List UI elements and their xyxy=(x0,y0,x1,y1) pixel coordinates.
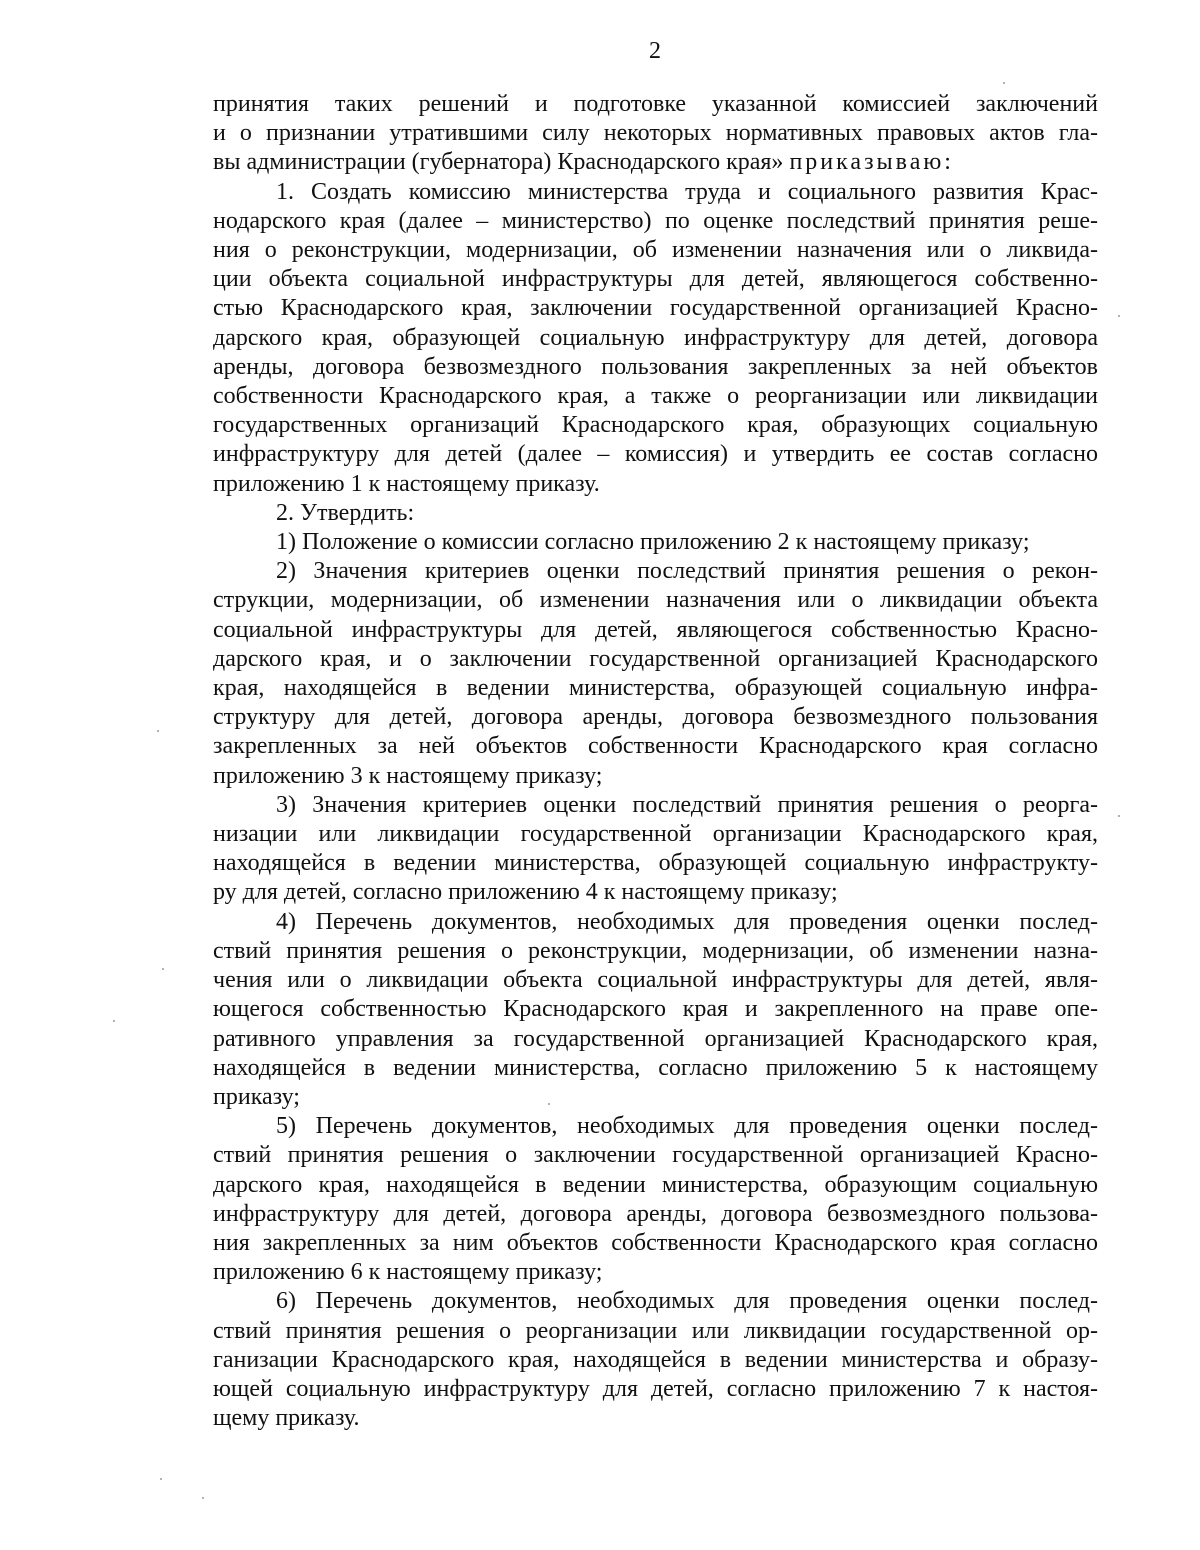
paragraph-p1-line-1: 1. Создать комиссию министерства труда и социального развития Крас- xyxy=(276,178,1098,205)
paragraph-p2-2-line-1: 2) Значения критериев оценки последствий принятия решения о рекон- xyxy=(276,558,1098,585)
paragraph-p1-line-5: стью Краснодарского края, заключении государственной организацией Красно- xyxy=(213,295,1098,322)
intro-line-3-end: : xyxy=(944,149,951,176)
paragraph-p2-4-line-7: приказу; xyxy=(213,1083,300,1110)
intro-line-1: принятия таких решений и подготовке указанной комиссией заключений xyxy=(213,91,1098,117)
paragraph-p2-6-line-5: щему приказу. xyxy=(213,1405,360,1432)
paragraph-p1-line-4: ции объекта социальной инфраструктуры для детей, являющегося собственно- xyxy=(213,266,1098,293)
scan-speck xyxy=(1118,815,1120,817)
paragraph-p2-5-line-5: ния закрепленных за ним объектов собственности Краснодарского края согласно xyxy=(213,1229,1098,1256)
paragraph-p1-line-9: государственных организаций Краснодарского края, образующих социальную xyxy=(213,412,1098,439)
paragraph-p2-1-line-1: 1) Положение о комиссии согласно приложению 2 к настоящему приказу; xyxy=(276,529,1030,556)
scan-speck xyxy=(202,1497,204,1499)
paragraph-p2-3-line-4: ру для детей, согласно приложению 4 к настоящему приказу; xyxy=(213,879,838,906)
paragraph-p2-2-line-4: дарского края, и о заключении государственной организацией Краснодарского xyxy=(213,645,1098,672)
paragraph-p2-2-line-3: социальной инфраструктуры для детей, являющегося собственностью Красно- xyxy=(213,616,1098,643)
paragraph-p1-line-11: приложению 1 к настоящему приказу. xyxy=(213,470,600,497)
scan-speck xyxy=(160,1478,162,1480)
paragraph-p1-line-6: дарского края, образующей социальную инфраструктуру для детей, договора xyxy=(213,324,1098,351)
paragraph-p2-3-line-3: находящейся в ведении министерства, образующей социальную инфраструкту- xyxy=(213,850,1098,877)
paragraph-p2-5-line-4: инфраструктуру для детей, договора аренды, договора безвозмездного пользова- xyxy=(213,1200,1098,1227)
paragraph-p1-line-10: инфраструктуру для детей (далее – комиссия) и утвердить ее состав согласно xyxy=(213,441,1098,468)
page-number: 2 xyxy=(649,38,661,64)
intro-line-3 xyxy=(213,148,1098,177)
scan-speck xyxy=(1003,82,1005,84)
paragraph-p1-line-3: ния о реконструкции, модернизации, об изменении назначения или о ликвида- xyxy=(213,237,1098,264)
paragraph-p2-4-line-3: чения или о ликвидации объекта социальной инфраструктуры для детей, явля- xyxy=(213,967,1098,994)
paragraph-p2-6-line-4: ющей социальную инфраструктуру для детей, согласно приложению 7 к настоя- xyxy=(213,1375,1098,1402)
paragraph-p1-line-7: аренды, договора безвозмездного пользования закрепленных за ней объектов xyxy=(213,353,1098,380)
paragraph-p1-line-2: нодарского края (далее – министерство) по оценке последствий принятия реше- xyxy=(213,207,1098,234)
paragraph-p2-3-line-1: 3) Значения критериев оценки последствий принятия решения о реорга- xyxy=(276,791,1098,818)
scan-speck xyxy=(162,968,164,970)
paragraph-p1-line-8: собственности Краснодарского края, а также о реорганизации или ликвидации xyxy=(213,383,1098,410)
paragraph-p2-4-line-1: 4) Перечень документов, необходимых для проведения оценки послед- xyxy=(276,908,1098,935)
paragraph-p2-4-line-2: ствий принятия решения о реконструкции, модернизации, об изменении назна- xyxy=(213,937,1098,964)
paragraph-p2-6-line-2: ствий принятия решения о реорганизации или ликвидации государственной ор- xyxy=(213,1317,1098,1344)
paragraph-p2-2-line-7: закрепленных за ней объектов собственности Краснодарского края согласно xyxy=(213,733,1098,760)
intro-line-3-text: вы администрации (губернатора) Краснодарского края» xyxy=(213,149,784,176)
paragraph-p2-6-line-1: 6) Перечень документов, необходимых для проведения оценки послед- xyxy=(276,1288,1098,1315)
paragraph-p2-2-line-6: структуру для детей, договора аренды, договора безвозмездного пользования xyxy=(213,704,1098,731)
intro-line-2: и о признании утратившими силу некоторых нормативных правовых актов гла- xyxy=(213,120,1098,147)
paragraph-p2-5-line-2: ствий принятия решения о заключении государственной организацией Красно- xyxy=(213,1142,1098,1169)
paragraph-p2-2-line-5: края, находящейся в ведении министерства, образующей социальную инфра- xyxy=(213,675,1098,702)
scan-speck xyxy=(548,1103,550,1105)
paragraph-p2-5-line-1: 5) Перечень документов, необходимых для проведения оценки послед- xyxy=(276,1113,1098,1140)
scan-speck xyxy=(157,730,159,732)
paragraph-p2-4-line-6: находящейся в ведении министерства, согласно приложению 5 к настоящему xyxy=(213,1054,1098,1081)
paragraph-p2-4-line-4: ющегося собственностью Краснодарского края и закрепленного на праве опе- xyxy=(213,996,1098,1023)
paragraph-p2-2-line-2: струкции, модернизации, об изменении назначения или о ликвидации объекта xyxy=(213,587,1098,614)
paragraph-p2-5-line-3: дарского края, находящейся в ведении министерства, образующим социальную xyxy=(213,1171,1098,1198)
document-body xyxy=(213,90,1098,1433)
paragraph-p2-2-line-8: приложению 3 к настоящему приказу; xyxy=(213,762,603,789)
order-word: приказываю xyxy=(789,149,945,176)
paragraph-p2-3-line-2: низации или ликвидации государственной организации Краснодарского края, xyxy=(213,821,1098,848)
paragraph-p2-4-line-5: ративного управления за государственной организацией Краснодарского края, xyxy=(213,1025,1098,1052)
paragraph-p2-6-line-3: ганизации Краснодарского края, находящейся в ведении министерства и образу- xyxy=(213,1346,1098,1373)
paragraph-p2-5-line-6: приложению 6 к настоящему приказу; xyxy=(213,1259,603,1286)
scan-speck xyxy=(1118,315,1120,317)
paragraph-p2-line-1: 2. Утвердить: xyxy=(276,499,415,526)
scan-speck xyxy=(113,1020,115,1022)
